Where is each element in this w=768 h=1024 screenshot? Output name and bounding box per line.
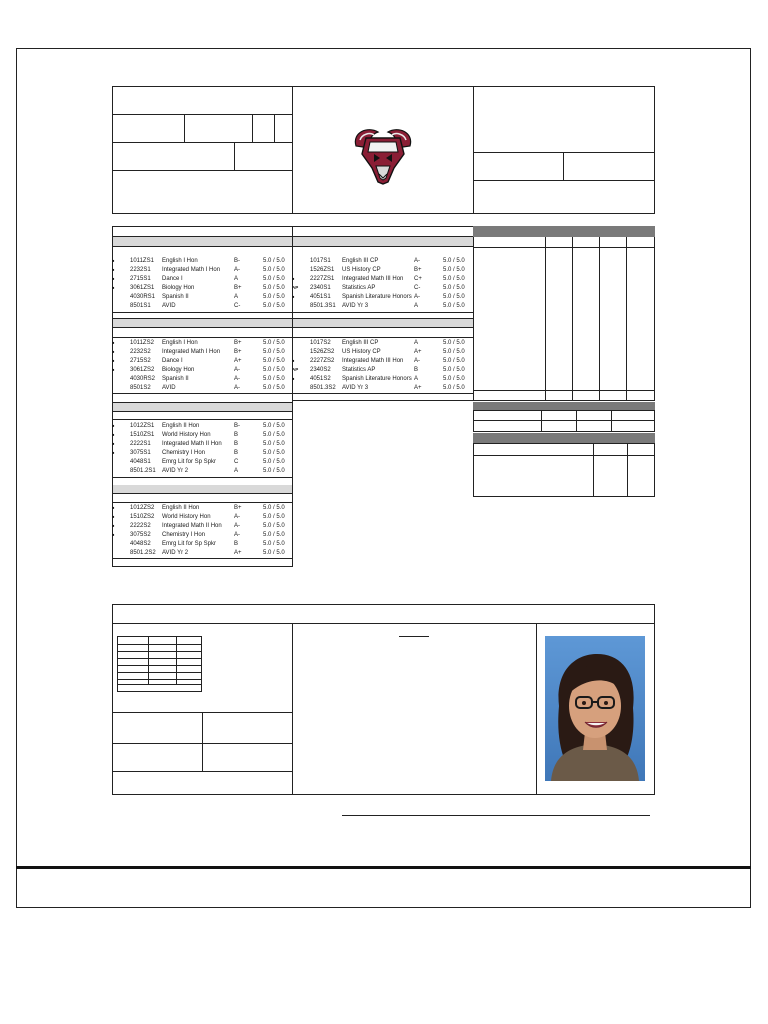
course-flag-mark: ■: [112, 276, 115, 281]
lower-middle-box: [292, 623, 537, 795]
course-code: 1510ZS2: [130, 514, 155, 520]
course-code: 3075S2: [130, 532, 151, 538]
course-grade: B-: [234, 423, 240, 429]
course-credit: 5.0 / 5.0: [263, 514, 285, 520]
course-grade: A+: [234, 358, 242, 364]
course-title: Integrated Math II Hon: [162, 523, 222, 529]
course-title: Statistics AP: [342, 285, 376, 291]
course-credit: 5.0 / 5.0: [263, 550, 285, 556]
course-flag-mark: ■: [112, 258, 115, 263]
course-grade: B: [234, 432, 239, 438]
lower-title-box: [112, 604, 655, 624]
student-info-box: [112, 86, 293, 214]
course-flag-mark: AP: [292, 285, 299, 290]
term-block-right-2: [292, 339, 474, 393]
course-title: English I Hon: [162, 340, 198, 346]
course-code: 2232S2: [130, 349, 151, 355]
course-credit: 5.0 / 5.0: [443, 294, 465, 300]
ram-mascot-logo-icon: [350, 124, 416, 186]
course-title: AVID Yr 3: [342, 303, 369, 309]
course-title: Chemistry I Hon: [162, 450, 206, 456]
course-credit: 5.0 / 5.0: [263, 258, 285, 264]
school-address-box: [473, 86, 655, 214]
course-credit: 5.0 / 5.0: [443, 303, 465, 309]
term-block-left-3: [112, 422, 293, 476]
course-code: 8501.2S1: [130, 468, 156, 474]
course-flag-mark: ■: [112, 523, 115, 528]
course-title: Spanish Literature Honors: [342, 376, 412, 382]
course-credit: 5.0 / 5.0: [263, 358, 285, 364]
course-flag-mark: AP: [292, 367, 299, 372]
course-code: 4051S2: [310, 376, 331, 382]
course-title: Chemistry I Hon: [162, 532, 206, 538]
course-grade: A-: [234, 385, 240, 391]
course-grade: B: [234, 450, 239, 456]
course-code: 8501S1: [130, 303, 151, 309]
course-flag-mark: ■: [112, 267, 115, 272]
course-flag-mark: ■: [112, 514, 115, 519]
course-credit: 5.0 / 5.0: [263, 505, 285, 511]
course-grade: A+: [414, 349, 422, 355]
course-credit: 5.0 / 5.0: [263, 303, 285, 309]
course-grade: B: [234, 441, 239, 447]
course-credit: 5.0 / 5.0: [263, 340, 285, 346]
course-title: English I Hon: [162, 258, 198, 264]
course-credit: 5.0 / 5.0: [263, 385, 285, 391]
course-credit: 5.0 / 5.0: [263, 450, 285, 456]
course-code: 4030RS1: [130, 294, 156, 300]
course-flag-mark: ■: [112, 432, 115, 437]
course-code: 1011ZS1: [130, 258, 154, 264]
footer-rule: [16, 866, 751, 869]
course-credit: 5.0 / 5.0: [263, 376, 285, 382]
course-code: 8501.2S2: [130, 550, 156, 556]
course-grade: A: [414, 340, 419, 346]
course-code: 8501.3S1: [310, 303, 336, 309]
course-credit: 5.0 / 5.0: [443, 385, 465, 391]
course-code: 2715S2: [130, 358, 151, 364]
course-code: 4030RS2: [130, 376, 156, 382]
course-code: 1011ZS2: [130, 340, 154, 346]
term-block-left-4: [112, 504, 293, 558]
course-code: 1510ZS1: [130, 432, 155, 438]
course-grade: C-: [234, 303, 241, 309]
course-title: Dance I: [162, 276, 183, 282]
course-title: Spanish II: [162, 376, 189, 382]
course-title: Spanish Literature Honors: [342, 294, 412, 300]
course-grade: B+: [234, 349, 242, 355]
term-block-left-2: [112, 339, 293, 393]
course-title: Integrated Math III Hon: [342, 276, 404, 282]
course-grade: A-: [234, 514, 240, 520]
course-title: AVID Yr 2: [162, 468, 189, 474]
course-code: 1012ZS1: [130, 423, 155, 429]
signature-line: [342, 815, 650, 816]
gpa-header-bar: [473, 402, 655, 410]
course-flag-mark: ■: [112, 349, 115, 354]
term-block-left-1: [112, 257, 293, 311]
course-code: 2232S1: [130, 267, 151, 273]
course-code: 2340S1: [310, 285, 331, 291]
course-title: Emrg Lit for Sp Spkr: [162, 541, 217, 547]
course-flag-mark: ■: [112, 441, 115, 446]
course-title: AVID: [162, 303, 176, 309]
course-credit: 5.0 / 5.0: [263, 367, 285, 373]
course-grade: C-: [414, 285, 421, 291]
course-credit: 5.0 / 5.0: [263, 432, 285, 438]
course-title: Emrg Lit for Sp Spkr: [162, 459, 217, 465]
course-grade: A: [234, 294, 239, 300]
course-grade: B: [414, 367, 419, 373]
course-credit: 5.0 / 5.0: [443, 358, 465, 364]
course-code: 3075S1: [130, 450, 151, 456]
course-flag-mark: ■: [112, 450, 115, 455]
course-code: 2227ZS2: [310, 358, 335, 364]
course-code: 1526ZS1: [310, 267, 335, 273]
course-title: English III CP: [342, 340, 379, 346]
course-title: Integrated Math II Hon: [162, 441, 222, 447]
course-title: English II Hon: [162, 505, 200, 511]
course-title: AVID: [162, 385, 176, 391]
course-credit: 5.0 / 5.0: [263, 285, 285, 291]
course-title: Statistics AP: [342, 367, 376, 373]
course-grade: A: [414, 376, 419, 382]
course-grade: A-: [234, 267, 240, 273]
course-flag-mark: ■: [112, 340, 115, 345]
course-title: AVID Yr 2: [162, 550, 189, 556]
course-code: 1017S2: [310, 340, 331, 346]
course-flag-mark: ■: [292, 376, 295, 381]
course-title: Dance I: [162, 358, 183, 364]
course-credit: 5.0 / 5.0: [443, 367, 465, 373]
course-credit: 5.0 / 5.0: [443, 349, 465, 355]
course-grade: A-: [414, 358, 420, 364]
course-credit: 5.0 / 5.0: [443, 340, 465, 346]
course-grade: A-: [234, 367, 240, 373]
course-title: Spanish II: [162, 294, 189, 300]
course-credit: 5.0 / 5.0: [443, 285, 465, 291]
course-flag-mark: ■: [112, 423, 115, 428]
course-code: 1017S1: [310, 258, 331, 264]
course-title: English II Hon: [162, 423, 200, 429]
requirements-header-bar: [473, 433, 655, 443]
course-title: Biology Hon: [162, 285, 195, 291]
course-title: Integrated Math III Hon: [342, 358, 404, 364]
course-credit: 5.0 / 5.0: [263, 294, 285, 300]
course-credit: 5.0 / 5.0: [443, 276, 465, 282]
course-code: 2715S1: [130, 276, 151, 282]
course-grade: B: [234, 541, 239, 547]
course-grade: A: [234, 468, 239, 474]
course-title: World History Hon: [162, 514, 211, 520]
course-title: World History Hon: [162, 432, 211, 438]
course-credit: 5.0 / 5.0: [443, 267, 465, 273]
course-title: AVID Yr 3: [342, 385, 369, 391]
course-code: 3061ZS2: [130, 367, 155, 373]
course-code: 1526ZS2: [310, 349, 335, 355]
course-credit: 5.0 / 5.0: [263, 441, 285, 447]
course-credit: 5.0 / 5.0: [263, 532, 285, 538]
course-credit: 5.0 / 5.0: [263, 276, 285, 282]
course-credit: 5.0 / 5.0: [263, 349, 285, 355]
course-grade: A+: [414, 385, 422, 391]
course-code: 4048S2: [130, 541, 151, 547]
course-code: 8501.3S2: [310, 385, 336, 391]
course-flag-mark: ■: [112, 532, 115, 537]
course-credit: 5.0 / 5.0: [443, 258, 465, 264]
course-grade: A: [234, 276, 239, 282]
course-title: Integrated Math I Hon: [162, 349, 221, 355]
course-grade: A+: [234, 550, 242, 556]
course-credit: 5.0 / 5.0: [263, 423, 285, 429]
summary-header-bar: [473, 226, 655, 237]
course-credit: 5.0 / 5.0: [443, 376, 465, 382]
course-grade: B+: [234, 340, 242, 346]
course-credit: 5.0 / 5.0: [263, 468, 285, 474]
course-title: US History CP: [342, 267, 381, 273]
course-code: 4048S1: [130, 459, 151, 465]
course-grade: C: [234, 459, 239, 465]
course-grade: B+: [234, 285, 242, 291]
course-credit: 5.0 / 5.0: [263, 541, 285, 547]
course-grade: A-: [414, 258, 420, 264]
course-title: English III CP: [342, 258, 379, 264]
course-grade: A: [414, 303, 419, 309]
course-grade: A-: [234, 523, 240, 529]
course-code: 2227ZS1: [310, 276, 335, 282]
course-grade: A-: [414, 294, 420, 300]
course-code: 2222S1: [130, 441, 151, 447]
course-code: 2340S2: [310, 367, 331, 373]
course-grade: B+: [234, 505, 242, 511]
course-credit: 5.0 / 5.0: [263, 523, 285, 529]
course-code: 8501S2: [130, 385, 151, 391]
course-flag-mark: ■: [292, 294, 295, 299]
course-grade: A-: [234, 532, 240, 538]
summary-table: [473, 237, 655, 401]
course-flag-mark: ■: [292, 276, 295, 281]
course-code: 1012ZS2: [130, 505, 155, 511]
course-flag-mark: ■: [112, 505, 115, 510]
course-title: US History CP: [342, 349, 381, 355]
course-grade: B+: [414, 267, 422, 273]
course-grade: C+: [414, 276, 422, 282]
course-flag-mark: ■: [112, 358, 115, 363]
course-flag-mark: ■: [292, 358, 295, 363]
term-block-right-1: [292, 257, 474, 311]
course-code: 3061ZS1: [130, 285, 155, 291]
course-title: Biology Hon: [162, 367, 195, 373]
course-code: 2222S2: [130, 523, 151, 529]
course-title: Integrated Math I Hon: [162, 267, 221, 273]
course-flag-mark: ■: [112, 367, 115, 372]
course-grade: A-: [234, 376, 240, 382]
course-credit: 5.0 / 5.0: [263, 267, 285, 273]
student-photo-icon: [545, 636, 645, 781]
course-flag-mark: ■: [112, 285, 115, 290]
course-code: 4051S1: [310, 294, 331, 300]
course-grade: B-: [234, 258, 240, 264]
course-credit: 5.0 / 5.0: [263, 459, 285, 465]
